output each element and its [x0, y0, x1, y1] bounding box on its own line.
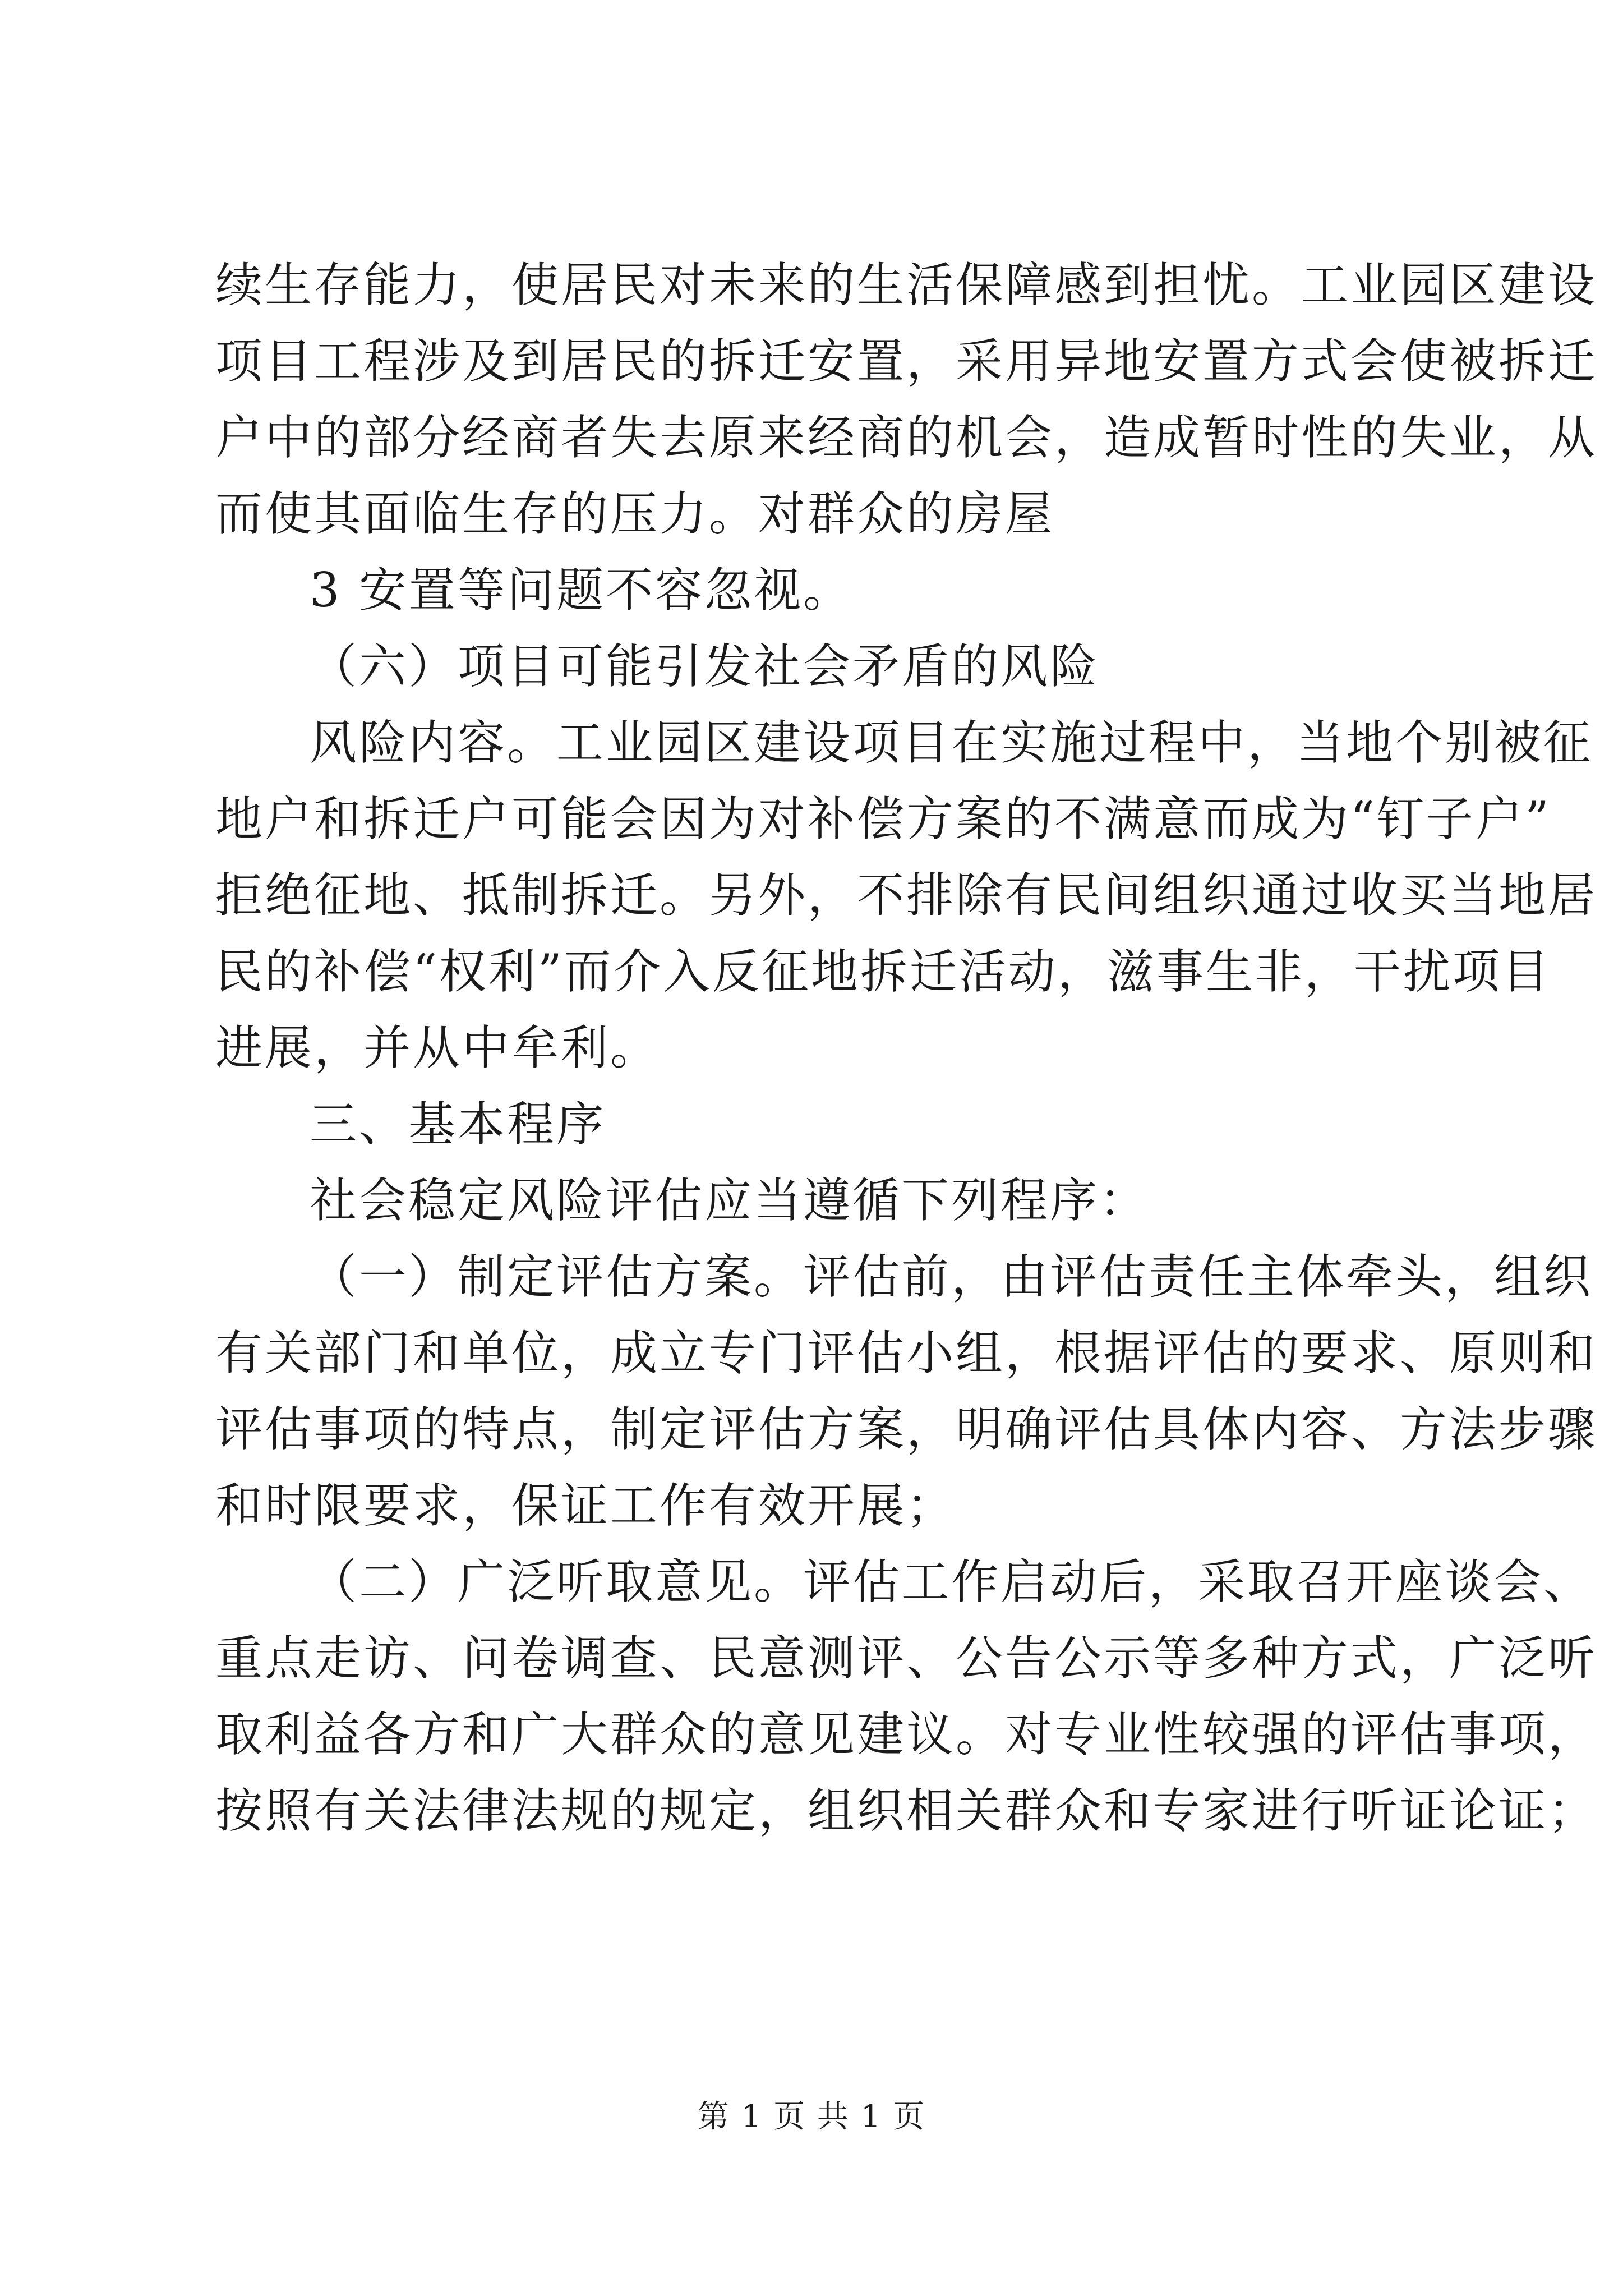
- section-heading: 三、基本程序: [310, 1097, 606, 1152]
- text-line: （一）制定评估方案。评估前，由评估责任主体牵头，组织: [310, 1249, 1593, 1304]
- text-line: 而使其面临生存的压力。对群众的房屋: [215, 486, 1055, 541]
- text-line: 续生存能力，使居民对未来的生活保障感到担忧。工业园区建设: [215, 257, 1598, 312]
- text-line: 项目工程涉及到居民的拆迁安置，采用异地安置方式会使被拆迁: [215, 334, 1598, 389]
- text-line: 社会稳定风险评估应当遵循下列程序：: [310, 1173, 1149, 1228]
- text-line: 3 安置等问题不容忽视。: [310, 563, 853, 618]
- text-line: 有关部门和单位，成立专门评估小组，根据评估的要求、原则和: [215, 1326, 1598, 1381]
- document-body: [215, 247, 1598, 1849]
- text-line: 地户和拆迁户可能会因为对补偿方案的不满意而成为“钉子户”: [215, 792, 1551, 846]
- text-line: 重点走访、问卷调查、民意测评、公告公示等多种方式，广泛听: [215, 1631, 1598, 1686]
- text-line: 风险内容。工业园区建设项目在实施过程中，当地个别被征: [310, 715, 1593, 770]
- text-line: （二）广泛听取意见。评估工作启动后，采取召开座谈会、: [310, 1554, 1593, 1609]
- text-line: 进展，并从中牟利。: [215, 1020, 660, 1075]
- text-line: 取利益各方和广大群众的意见建议。对专业性较强的评估事项，: [215, 1707, 1598, 1762]
- page-footer: 第 1 页 共 1 页: [697, 2099, 926, 2135]
- text-line: 评估事项的特点，制定评估方案，明确评估具体内容、方法步骤: [215, 1402, 1598, 1457]
- text-line: 拒绝征地、抵制拆迁。另外，不排除有民间组织通过收买当地居: [215, 868, 1598, 923]
- text-line: 按照有关法律法规的规定，组织相关群众和专家进行听证论证；: [215, 1783, 1598, 1838]
- text-line: 民的补偿“权利”而介入反征地拆迁活动，滋事生非，干扰项目: [215, 944, 1551, 999]
- text-line: 和时限要求，保证工作有效开展；: [215, 1478, 956, 1533]
- text-line: 户中的部分经商者失去原来经商的机会，造成暂时性的失业，从: [215, 410, 1598, 465]
- section-heading: （六）项目可能引发社会矛盾的风险: [310, 639, 1100, 694]
